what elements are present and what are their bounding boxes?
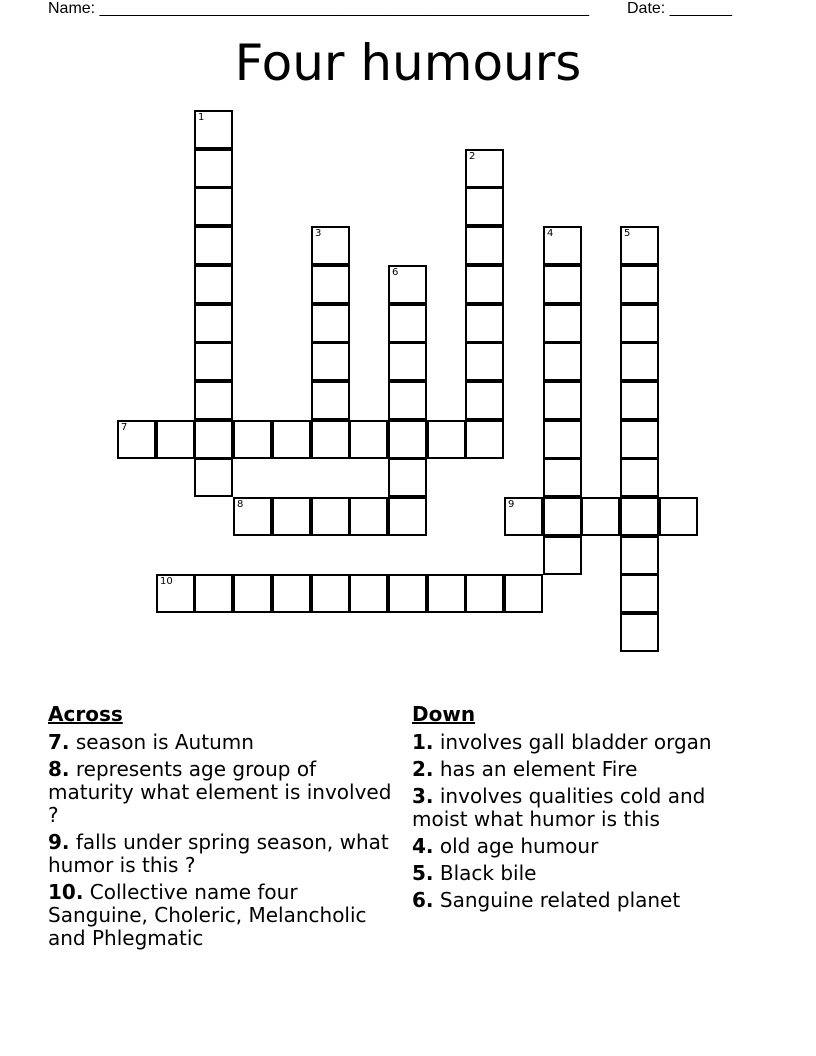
grid-cell [311,381,350,420]
grid-cell [620,458,659,497]
name-field: Name: _______________________________________________________ [48,0,589,17]
grid-cell [620,265,659,304]
grid-cell [194,304,233,343]
clue-number: 2. [412,757,434,781]
grid-cell [194,265,233,304]
clue-down-4 [412,835,742,858]
grid-cell [620,420,659,459]
grid-cell [465,149,504,188]
cell-number: 2 [469,151,476,162]
grid-cell [388,342,427,381]
grid-cell [194,458,233,497]
grid-cell [620,304,659,343]
cell-number: 4 [547,228,554,239]
grid-cell [194,574,233,613]
cell-number: 1 [198,112,205,123]
grid-cell [620,574,659,613]
clue-across-10 [48,881,400,950]
down-clues [412,702,742,916]
grid-cell [388,458,427,497]
grid-cell [543,226,582,265]
cell-number: 10 [160,576,173,587]
grid-cell [465,381,504,420]
grid-cell [543,342,582,381]
clue-text: Black bile [439,861,537,885]
clue-text: involves gall bladder organ [439,730,712,754]
clue-text: has an element Fire [439,757,638,781]
grid-cell [465,265,504,304]
cell-number: 9 [508,499,515,510]
clue-across-7 [48,731,400,754]
grid-cell [659,497,698,536]
grid-cell [194,110,233,149]
grid-cell [620,381,659,420]
clue-across-8 [48,758,400,827]
grid-cell [465,342,504,381]
clue-across-9 [48,831,400,877]
grid-cell [311,304,350,343]
grid-cell [233,420,272,459]
clue-text: Collective name four Sanguine, Choleric, Melancholic and Phlegmatic [48,880,367,950]
across-heading: Across [48,702,123,726]
grid-cell [272,497,311,536]
cell-number: 6 [392,267,399,278]
across-clues [48,702,400,954]
clue-down-2 [412,758,742,781]
grid-cell [543,497,582,536]
date-field: Date: _______ [627,0,732,17]
down-heading: Down [412,702,476,726]
grid-cell [194,187,233,226]
grid-cell [156,420,195,459]
clue-down-1 [412,731,742,754]
clue-text: season is Autumn [75,730,254,754]
grid-cell [427,574,466,613]
grid-cell [504,574,543,613]
clue-down-3 [412,785,742,831]
grid-cell [620,497,659,536]
grid-cell [620,613,659,652]
grid-cell [388,420,427,459]
grid-cell [620,226,659,265]
grid-cell [465,226,504,265]
grid-cell [194,381,233,420]
grid-cell [349,497,388,536]
clue-number: 4. [412,834,434,858]
grid-cell [194,342,233,381]
grid-cell [311,265,350,304]
clue-number: 7. [48,730,70,754]
grid-cell [543,381,582,420]
grid-cell [233,497,272,536]
grid-cell [194,420,233,459]
grid-cell [504,497,543,536]
grid-cell [388,574,427,613]
grid-cell [620,536,659,575]
grid-cell [194,226,233,265]
grid-cell [156,574,195,613]
clue-number: 8. [48,757,70,781]
grid-cell [272,420,311,459]
grid-cell [117,420,156,459]
clue-number: 10. [48,880,84,904]
clue-text: involves qualities cold and moist what humor is this [412,784,706,831]
clue-down-6 [412,889,742,912]
grid-cell [349,420,388,459]
grid-cell [233,574,272,613]
grid-cell [543,458,582,497]
clue-text: represents age group of maturity what element is involved ? [48,757,392,827]
cell-number: 5 [624,228,631,239]
clue-down-5 [412,862,742,885]
grid-cell [620,342,659,381]
puzzle-title: Four humours [234,34,582,92]
cell-number: 8 [237,499,244,510]
clue-number: 1. [412,730,434,754]
grid-cell [349,574,388,613]
grid-cell [194,149,233,188]
grid-cell [543,536,582,575]
grid-cell [543,304,582,343]
grid-cell [543,265,582,304]
grid-cell [311,497,350,536]
grid-cell [311,342,350,381]
grid-cell [465,187,504,226]
grid-cell [388,265,427,304]
clue-text: Sanguine related planet [439,888,681,912]
grid-cell [272,574,311,613]
grid-cell [465,574,504,613]
grid-cell [388,304,427,343]
clue-number: 9. [48,830,70,854]
grid-cell [388,381,427,420]
cell-number: 3 [315,228,322,239]
grid-cell [427,420,466,459]
grid-cell [465,304,504,343]
clue-number: 5. [412,861,434,885]
cell-number: 7 [121,422,128,433]
grid-cell [311,226,350,265]
grid-cell [581,497,620,536]
clue-number: 3. [412,784,434,808]
grid-cell [311,574,350,613]
clue-text: old age humour [439,834,599,858]
grid-cell [311,420,350,459]
clue-number: 6. [412,888,434,912]
grid-cell [388,497,427,536]
grid-cell [543,420,582,459]
clue-text: falls under spring season, what humor is this ? [48,830,389,877]
grid-cell [465,420,504,459]
